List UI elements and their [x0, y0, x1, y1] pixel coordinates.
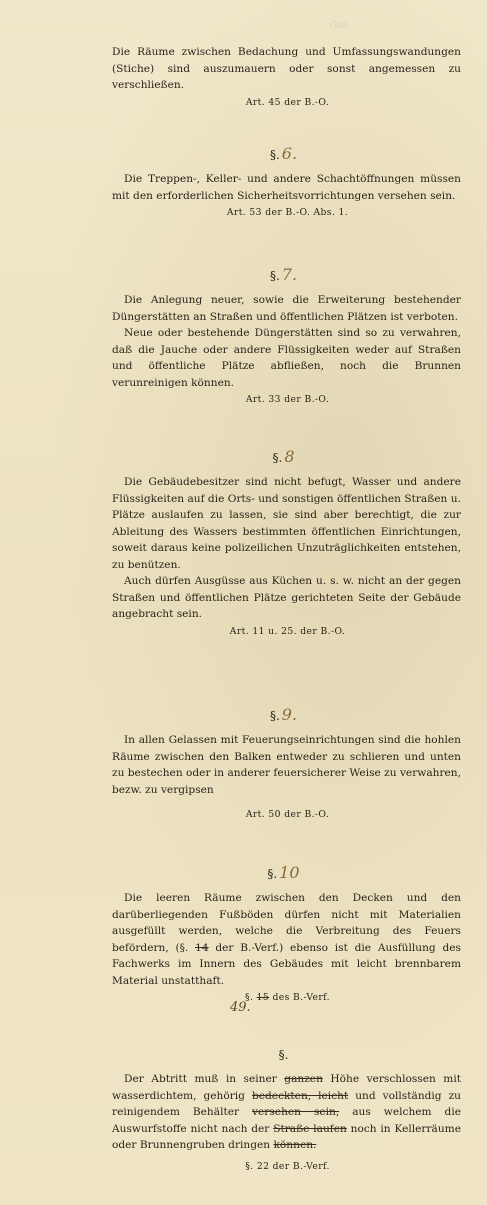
section-10-ref: §. 15 des B.-Verf. [245, 992, 330, 1003]
section-9-text: In allen Gelassen mit Feuerungseinrichtungen sind die hohlen Räume zwischen den Balken entweder zu schlieren und unten zu bestechen oder in anderer feuersicherer Weise zu verwahren, bezw. zu vergipsen [112, 734, 461, 796]
section-10-text: Die leeren Räume zwischen den Decken und den darüberliegenden Fußböden dürfen nicht mit Materialien ausgefüllt werden, welche die Verbreitung des Feuers befördern, (§. 14 der B.-Verf.) ebenso ist die Ausfüllung des Fachwerks im Innern des Gebäudes mit leicht brennbarem Material unstatthaft. [112, 892, 461, 987]
section-8-para-1: Die Gebäudebesitzer sind nicht befugt, Wasser und andere Flüssigkeiten auf die Orts- und sonstigen öffentlichen Straßen u. Plätze auslaufen zu lassen, sie sind aber berechtigt, die zur Ableitung des Wassers bestimmten öffentlichen Einrichtungen, soweit daraus keine polizeilichen Unzuträglichkeiten entstehen, zu benützen. [112, 476, 461, 571]
section-6-number: 6. [281, 144, 298, 163]
section-top [0, 44, 487, 110]
section-7-number: 7. [281, 265, 298, 284]
section-9-number: 9. [281, 705, 298, 724]
section-10-number: 10 [279, 863, 300, 882]
section-6-ref: Art. 53 der B.-O. Abs. 1. [226, 207, 349, 218]
section-6-heading: §. 6. [269, 144, 298, 163]
section-7-heading: §. 7. [269, 265, 298, 284]
section-9 [0, 706, 487, 822]
section-7 [0, 266, 487, 407]
section-11-ref: §. 22 der B.-Verf. [245, 1160, 330, 1172]
section-7-para-1: Die Anlegung neuer, sowie die Erweiterung bestehender Düngerstätten an Straßen und öffentlichen Plätzen ist verboten. [112, 294, 461, 323]
section-9-ref: Art. 50 der B.-O. [245, 809, 330, 820]
section-top-ref: Art. 45 der B.-O. [245, 96, 330, 108]
section-10-struck-number: 14 [195, 941, 209, 954]
section-10 [0, 863, 487, 1015]
section-8-para-2: Auch dürfen Ausgüsse aus Küchen u. s. w. nicht an der gegen Straßen und öffentlichen Plätze gerichteten Seite der Gebäude angebracht sein. [112, 575, 461, 620]
section-top-text: Die Räume zwischen Bedachung und Umfassungswandungen (Stiche) sind auszumauern oder sonst angemessen zu verschließen. [112, 46, 461, 91]
section-10-heading: §. 10 [267, 863, 300, 882]
section-11 [0, 1046, 487, 1174]
section-11-heading: §. [278, 1048, 289, 1062]
section-8-heading: §. 8 [272, 447, 295, 466]
section-8-number: 8 [284, 447, 295, 466]
section-8 [0, 448, 487, 639]
section-7-para-2: Neue oder bestehende Düngerstätten sind so zu verwahren, daß die Jauche oder andere Flüssigkeiten weder auf Straßen und öffentliche Plätze abfließen, noch die Brunnen verunreinigen können. [112, 327, 461, 389]
section-8-ref: Art. 11 u. 25. der B.-O. [229, 625, 346, 637]
section-9-heading: §. 9. [269, 705, 298, 724]
section-10-handwritten-number: 49. [230, 1000, 251, 1015]
bleed-through: Geb [330, 21, 349, 31]
section-11-text: Der Abtritt muß in seiner ganzen Höhe verschlossen mit wasserdichtem, gehörig bedeckten, leicht und vollständig zu reinigendem Behälter versehen sein, aus welchem die Auswurfstoffe nicht nach der Straße laufen noch in Kellerräume oder Brunnengruben dringen können. [112, 1073, 461, 1151]
section-7-ref: Art. 33 der B.-O. [245, 394, 330, 405]
section-6-text: Die Treppen-, Keller- und andere Schachtöffnungen müssen mit den erforderlichen Sicherheitsvorrichtungen versehen sein. [112, 173, 461, 202]
section-6 [0, 145, 487, 220]
